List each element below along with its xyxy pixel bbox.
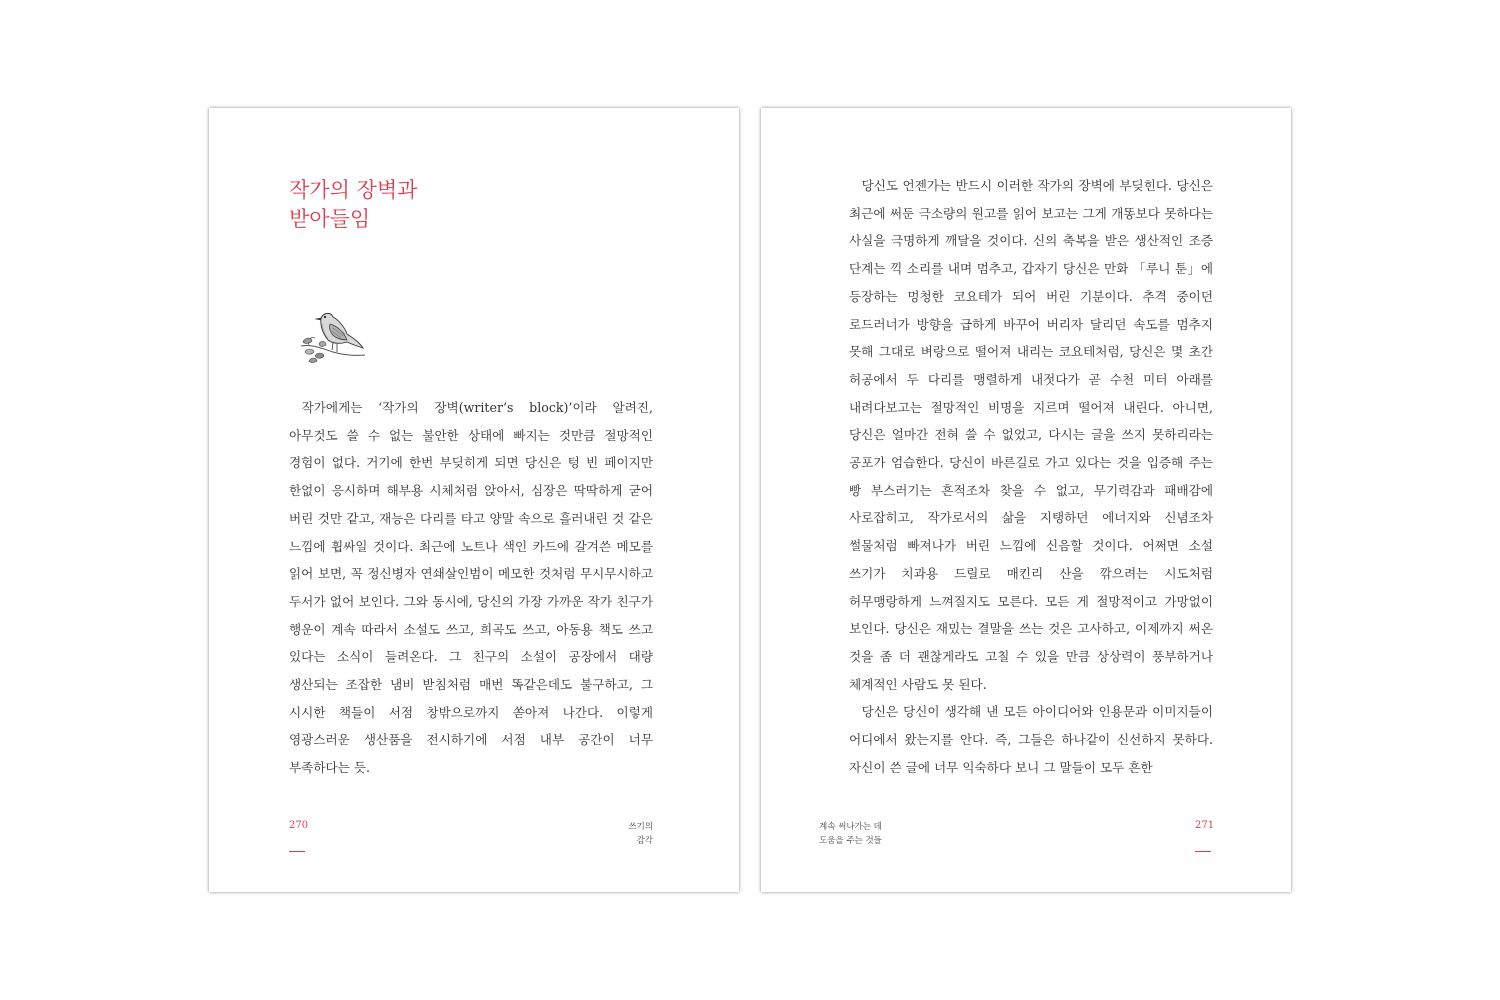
running-head-left-line-2: 감각 (636, 836, 653, 846)
folio-rule-left (289, 851, 305, 852)
page-number-right: 271 (1195, 820, 1215, 831)
folio-rule-right (1195, 851, 1211, 852)
right-page (761, 108, 1291, 892)
running-head-right-line-2: 도움을 주는 것들 (819, 836, 882, 846)
running-head-right-line-1: 계속 써나가는 데 (819, 822, 882, 832)
page-number-left: 270 (289, 820, 309, 831)
left-page (209, 108, 739, 892)
running-head-left-line-1: 쓰기의 (628, 822, 653, 832)
right-paragraph-1: 당신도 언젠가는 반드시 이러한 작가의 장벽에 부딪힌다. 당신은 최근에 써둔 극소량의 원고를 읽어 보고는 그게 개똥보다 못하다는 사실을 극명하게 깨달을 것이다. 신의 축복을 받은 생산적인 조증 단계는 끽 소리를 내며 멈추고, 갑자기 당신은 만화 「루니 툰」에 등장하는 멍청한 코요테가 되어 버린 기분이다. 추격 중이던 로드러너가 방향을 급하게 바꾸어 버리자 달리던 속도를 멈추지 못해 그대로 벼랑으로 떨어져 내리는 코요테처럼, 당신은 몇 초간 허공에서 두 다리를 맹렬하게 내젓다가 곧 수천 미터 아래를 내려다보고는 절망적인 비명을 지르며 떨어져 내린다. 아니면, 당신은 얼마간 전혀 쓸 수 없었고, 다시는 글을 쓰지 못하리라는 공포가 엄습한다. 당신이 바른길로 가고 있다는 것을 입증해 주는 빵 부스러기는 흔적조차 찾을 수 없고, 무기력감과 패배감에 사로잡히고, 작가로서의 삶을 지탱하던 에너지와 신념조차 썰물처럼 빠져나가 버린 느낌에 신음할 것이다. 어쩌면 소설 쓰기가 치과용 드릴로 매킨리 산을 깎으려는 시도처럼 허무맹랑하게 느껴질지도 모른다. 모든 게 절망적이고 가망없이 보인다. 당신은 재밌는 결말을 쓰는 것은 고사하고, 이제까지 써온 것을 좀 더 괜찮게라도 고칠 수 있을 만큼 상상력이 풍부하거나 체계적인 사람도 못 된다. (849, 178, 1213, 692)
left-paragraph-1: 작가에게는 ‘작가의 장벽(writer’s block)’이라 알려진, 아무것도 쓸 수 없는 불안한 상태에 빠지는 것만큼 절망적인 경험이 없다. 거기에 한번 부딪히게 되면 당신은 텅 빈 페이지만 한없이 응시하며 해부용 시체처럼 앉아서, 심장은 딱딱하게 굳어 버린 것만 같고, 재능은 다리를 타고 양말 속으로 흘러내린 것 같은 느낌에 휩싸일 것이다. 최근에 노트나 색인 카드에 갈겨쓴 메모를 읽어 보면, 꼭 정신병자 연쇄살인범이 메모한 것처럼 무시무시하고 두서가 없어 보인다. 그와 동시에, 당신의 가장 가까운 작가 친구가 행운이 계속 따라서 소설도 쓰고, 희곡도 쓰고, 아동용 책도 쓰고 있다는 소식이 들려온다. 그 친구의 소설이 공장에서 대량 생산되는 조잡한 냄비 받침처럼 매번 똑같은데도 불구하고, 그 시시한 책들이 서점 창밖으로까지 쏟아져 나간다. 이렇게 영광스러운 생산품을 전시하기에 서점 내부 공간이 너무 부족하다는 듯. (289, 400, 653, 776)
chapter-title-line-2: 받아들임 (289, 207, 371, 231)
right-body-text (849, 172, 1213, 781)
left-body-text (289, 394, 653, 782)
bird-illustration-icon (297, 304, 369, 364)
running-head-left (628, 820, 653, 848)
running-head-right (819, 820, 882, 848)
chapter-title-line-1: 작가의 장벽과 (289, 178, 418, 202)
right-paragraph-2: 당신은 당신이 생각해 낸 모든 아이디어와 인용문과 이미지들이 어디에서 왔는지를 안다. 즉, 그들은 하나같이 신선하지 못하다. 자신이 쓴 글에 너무 익숙하다 보니 그 말들이 모두 흔한 (849, 704, 1213, 775)
chapter-title (289, 176, 417, 234)
